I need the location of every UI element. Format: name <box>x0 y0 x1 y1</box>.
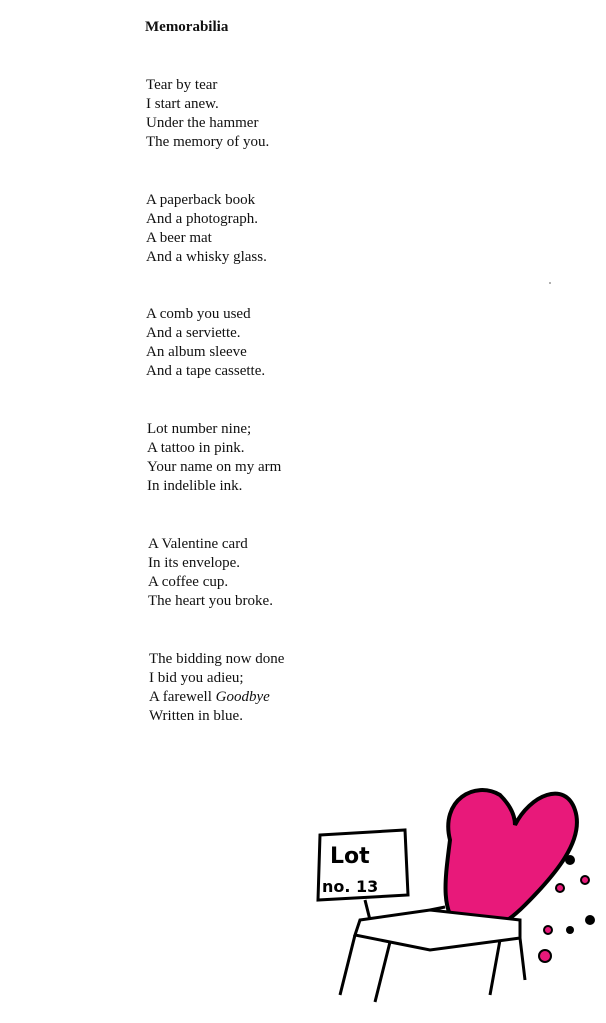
stanza-5 <box>148 535 273 611</box>
paper-speck <box>549 282 551 284</box>
crumb <box>565 855 575 865</box>
poem-line: And a tape cassette. <box>146 363 266 379</box>
poem-line: And a whisky glass. <box>146 249 267 265</box>
table-hand <box>430 907 445 910</box>
crumb <box>556 884 564 892</box>
stanza-4 <box>147 420 281 496</box>
crumb <box>585 915 595 925</box>
poem-line: An album sleeve <box>146 344 247 360</box>
sign-line-2: no. 13 <box>322 877 379 896</box>
poem-line: I start anew. <box>146 96 219 112</box>
poem-line <box>149 688 284 707</box>
poem-line: And a photograph. <box>146 211 259 227</box>
poem-line: The heart you broke. <box>148 593 273 609</box>
poem-line: A Valentine card <box>148 536 248 552</box>
poem-line: A coffee cup. <box>148 574 229 590</box>
poem-line: A comb you used <box>146 306 251 322</box>
table-top <box>355 910 520 950</box>
poem-line: In indelible ink. <box>147 478 243 494</box>
poem-line: The bidding now done <box>149 651 285 667</box>
stanza-6 <box>149 650 284 726</box>
stanza-2 <box>146 191 267 267</box>
stanza-3 <box>146 305 265 381</box>
poem-line: In its envelope. <box>148 555 241 571</box>
poem-line: Under the hammer <box>146 115 259 131</box>
sign-line-1: Lot <box>330 844 370 869</box>
poem-line: Written in blue. <box>149 708 243 724</box>
heart-icon <box>446 790 577 934</box>
poem-title: Memorabilia <box>145 19 229 35</box>
poem-line: Your name on my arm <box>147 459 282 475</box>
poem-line: A tattoo in pink. <box>147 440 245 456</box>
poem-line: A paperback book <box>146 192 256 208</box>
crumb <box>566 926 574 934</box>
poem-italic-word: Goodbye <box>215 689 270 705</box>
stanza-1 <box>146 76 269 152</box>
crumb <box>539 950 551 962</box>
poem-line: A beer mat <box>146 230 212 246</box>
poem-line: Lot number nine; <box>147 421 252 437</box>
crumb <box>544 926 552 934</box>
poem-line: Tear by tear <box>146 77 218 93</box>
poem-line: The memory of you. <box>146 134 270 150</box>
poem-line: I bid you adieu; <box>149 670 244 686</box>
drawing-svg <box>300 770 600 1015</box>
lot-13-drawing <box>300 770 600 1015</box>
crumb <box>581 876 589 884</box>
poem-line: And a serviette. <box>146 325 241 341</box>
poem-line-text: A farewell <box>149 689 216 705</box>
